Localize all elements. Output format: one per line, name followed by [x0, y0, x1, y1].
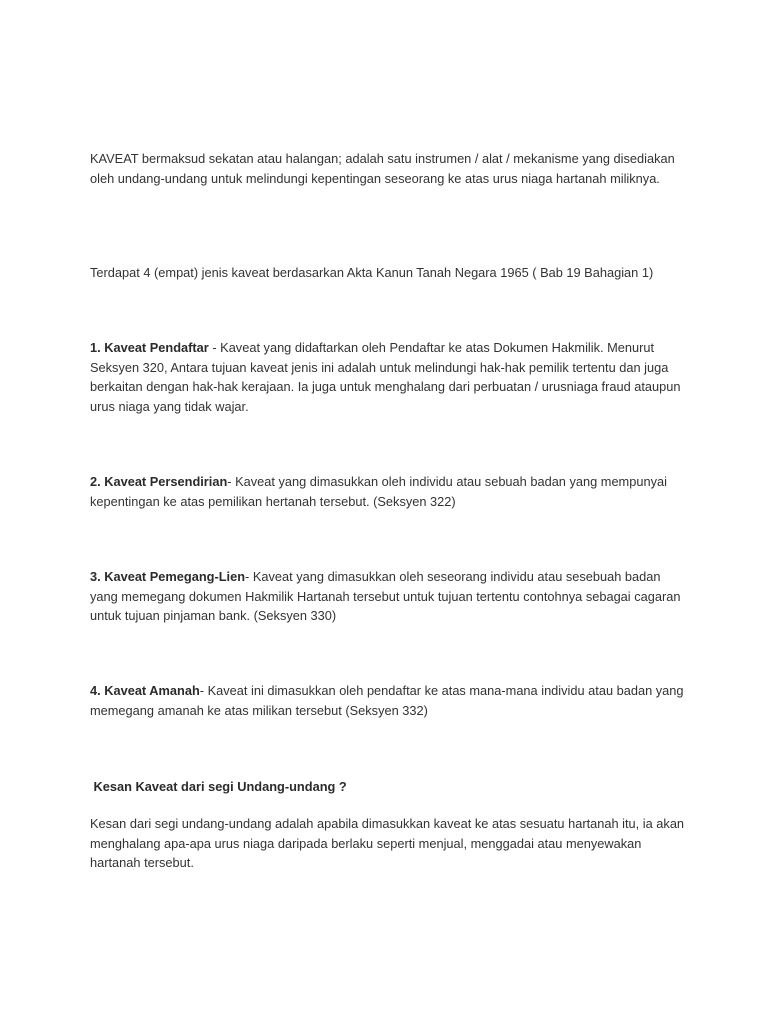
type-4-paragraph: [90, 681, 690, 720]
type-3-paragraph: [90, 567, 690, 626]
intro-paragraph: [90, 149, 690, 188]
type-1-title: 1. Kaveat Pendaftar: [90, 340, 209, 355]
type-3-title: 3. Kaveat Pemegang-Lien: [90, 569, 246, 584]
types-intro-paragraph: [90, 263, 690, 283]
type-2-text: - Kaveat yang dimasukkan oleh individu atau sebuah badan yang mempunyai kepentingan ke atas pemilikan hertanah tersebut. (Seksyen 322): [90, 474, 667, 509]
type-3-text: - Kaveat yang dimasukkan oleh seseorang individu atau sesebuah badan yang memegang dokumen Hakmilik Hartanah tersebut untuk tujuan tertentu contohnya sebagai cagaran untuk tujuan pinjaman bank. (Seksyen 330): [90, 569, 681, 624]
type-1-text: - Kaveat yang didaftarkan oleh Pendaftar ke atas Dokumen Hakmilik. Menurut Seksyen 320, Antara tujuan kaveat jenis ini adalah untuk melindungi hak-hak pemilik tertentu dan juga berkaitan dengan hak-hak kerajaan. Ia juga untuk menghalang dari perbuatan / urusniaga fraud ataupun urus niaga yang tidak wajar.: [90, 340, 681, 414]
type-4-title: 4. Kaveat Amanah: [90, 683, 200, 698]
type-4-text: - Kaveat ini dimasukkan oleh pendaftar ke atas mana-mana individu atau badan yang memegang amanah ke atas milikan tersebut (Seksyen 332): [90, 683, 684, 718]
types-intro-text: Terdapat 4 (empat) jenis kaveat berdasarkan Akta Kanun Tanah Negara 1965 ( Bab 19 Bahagian 1): [90, 265, 654, 280]
effect-text: Kesan dari segi undang-undang adalah apabila dimasukkan kaveat ke atas sesuatu hartanah itu, ia akan menghalang apa-apa urus niaga daripada berlaku seperti menjual, menggadai atau menyewakan hartanah tersebut.: [90, 816, 685, 871]
type-1-paragraph: [90, 338, 690, 416]
effect-paragraph: [90, 814, 690, 873]
type-2-paragraph: [90, 472, 690, 511]
type-2-title: 2. Kaveat Persendirian: [90, 474, 228, 489]
effect-heading: Kesan Kaveat dari segi Undang-undang ?: [90, 779, 347, 794]
intro-text: KAVEAT bermaksud sekatan atau halangan; adalah satu instrumen / alat / mekanisme yang disediakan oleh undang-undang untuk melindungi kepentingan seseorang ke atas urus niaga hartanah miliknya.: [90, 151, 675, 186]
